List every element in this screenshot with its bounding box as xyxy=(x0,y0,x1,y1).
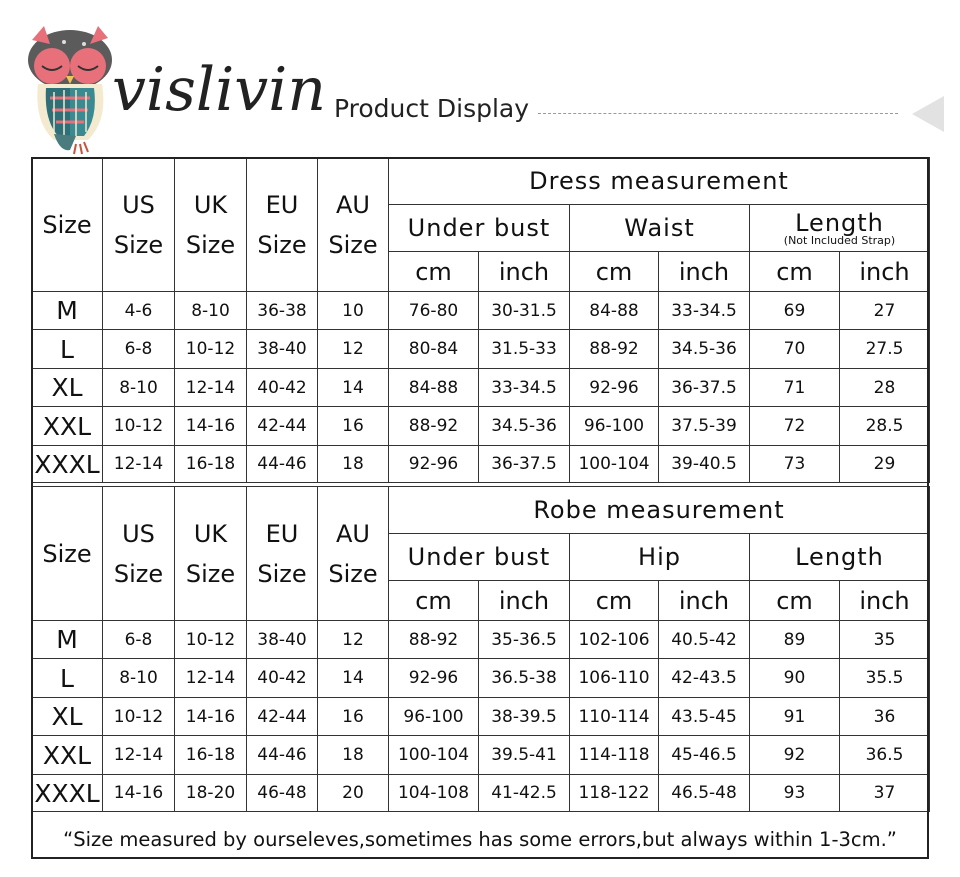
table-title: Robe measurement xyxy=(389,487,930,534)
value-cell: 12 xyxy=(318,621,389,659)
value-cell: 118-122 xyxy=(570,775,659,812)
value-cell: 14-16 xyxy=(103,775,175,812)
size-cell: L xyxy=(32,330,103,369)
value-cell: 96-100 xyxy=(389,698,479,736)
value-cell: 40.5-42 xyxy=(659,621,750,659)
header xyxy=(0,0,960,158)
value-cell: 12 xyxy=(318,330,389,369)
value-cell: 84-88 xyxy=(570,292,659,330)
value-cell: 34.5-36 xyxy=(479,407,570,446)
value-cell: 92-96 xyxy=(389,659,479,698)
value-cell: 46.5-48 xyxy=(659,775,750,812)
value-cell: 45-46.5 xyxy=(659,736,750,775)
value-cell: 14-16 xyxy=(175,407,247,446)
unit-inch: inch xyxy=(479,252,570,292)
value-cell: 37 xyxy=(840,775,930,812)
value-cell: 110-114 xyxy=(570,698,659,736)
size-cell: M xyxy=(32,292,103,330)
unit-cm: cm xyxy=(570,581,659,621)
unit-inch: inch xyxy=(479,581,570,621)
unit-cm: cm xyxy=(389,581,479,621)
size-cell: XXL xyxy=(32,407,103,446)
group-hip: Hip xyxy=(570,534,750,581)
value-cell: 40-42 xyxy=(247,659,318,698)
value-cell: 91 xyxy=(750,698,840,736)
unit-inch: inch xyxy=(840,581,930,621)
value-cell: 6-8 xyxy=(103,330,175,369)
value-cell: 100-104 xyxy=(389,736,479,775)
unit-inch: inch xyxy=(659,252,750,292)
value-cell: 46-48 xyxy=(247,775,318,812)
value-cell: 10-12 xyxy=(175,330,247,369)
header-size: Size xyxy=(32,158,103,292)
value-cell: 4-6 xyxy=(103,292,175,330)
triangle-pointer-icon xyxy=(912,96,944,132)
value-cell: 89 xyxy=(750,621,840,659)
value-cell: 18-20 xyxy=(175,775,247,812)
size-cell: M xyxy=(32,621,103,659)
value-cell: 27 xyxy=(840,292,930,330)
header-au-size: AU Size xyxy=(318,158,389,292)
value-cell: 16-18 xyxy=(175,736,247,775)
value-cell: 36-37.5 xyxy=(659,369,750,407)
value-cell: 76-80 xyxy=(389,292,479,330)
value-cell: 90 xyxy=(750,659,840,698)
unit-cm: cm xyxy=(750,252,840,292)
value-cell: 34.5-36 xyxy=(659,330,750,369)
value-cell: 36.5 xyxy=(840,736,930,775)
unit-inch: inch xyxy=(659,581,750,621)
size-cell: XXXL xyxy=(32,775,103,812)
header-au-size: AU Size xyxy=(318,487,389,621)
value-cell: 18 xyxy=(318,736,389,775)
value-cell: 42-44 xyxy=(247,698,318,736)
value-cell: 96-100 xyxy=(570,407,659,446)
value-cell: 100-104 xyxy=(570,446,659,483)
value-cell: 39.5-41 xyxy=(479,736,570,775)
value-cell: 10-12 xyxy=(103,698,175,736)
value-cell: 35.5 xyxy=(840,659,930,698)
value-cell: 80-84 xyxy=(389,330,479,369)
size-cell: XXL xyxy=(32,736,103,775)
value-cell: 41-42.5 xyxy=(479,775,570,812)
value-cell: 16-18 xyxy=(175,446,247,483)
size-cell: XXXL xyxy=(32,446,103,483)
value-cell: 14 xyxy=(318,659,389,698)
value-cell: 39-40.5 xyxy=(659,446,750,483)
value-cell: 38-40 xyxy=(247,330,318,369)
value-cell: 6-8 xyxy=(103,621,175,659)
unit-inch: inch xyxy=(840,252,930,292)
value-cell: 84-88 xyxy=(389,369,479,407)
header-uk-size: UK Size xyxy=(175,158,247,292)
dashed-divider xyxy=(538,113,898,114)
header-us-size: US Size xyxy=(103,158,175,292)
value-cell: 16 xyxy=(318,698,389,736)
value-cell: 12-14 xyxy=(175,369,247,407)
footer-note: “Size measured by ourseleves,sometimes has some errors,but always within 1-3cm.” xyxy=(63,828,897,851)
value-cell: 14-16 xyxy=(175,698,247,736)
header-eu-size: EU Size xyxy=(247,158,318,292)
value-cell: 38-40 xyxy=(247,621,318,659)
value-cell: 35-36.5 xyxy=(479,621,570,659)
value-cell: 38-39.5 xyxy=(479,698,570,736)
value-cell: 10-12 xyxy=(103,407,175,446)
value-cell: 18 xyxy=(318,446,389,483)
value-cell: 33-34.5 xyxy=(659,292,750,330)
value-cell: 71 xyxy=(750,369,840,407)
value-cell: 36-38 xyxy=(247,292,318,330)
value-cell: 37.5-39 xyxy=(659,407,750,446)
value-cell: 10-12 xyxy=(175,621,247,659)
value-cell: 36-37.5 xyxy=(479,446,570,483)
page-subtitle: Product Display xyxy=(334,94,530,123)
value-cell: 35 xyxy=(840,621,930,659)
value-cell: 73 xyxy=(750,446,840,483)
value-cell: 31.5-33 xyxy=(479,330,570,369)
value-cell: 16 xyxy=(318,407,389,446)
value-cell: 88-92 xyxy=(570,330,659,369)
group-under-bust: Under bust xyxy=(389,534,570,581)
value-cell: 12-14 xyxy=(103,446,175,483)
value-cell: 102-106 xyxy=(570,621,659,659)
value-cell: 36 xyxy=(840,698,930,736)
value-cell: 28 xyxy=(840,369,930,407)
value-cell: 93 xyxy=(750,775,840,812)
value-cell: 69 xyxy=(750,292,840,330)
value-cell: 36.5-38 xyxy=(479,659,570,698)
size-cell: XL xyxy=(32,698,103,736)
header-us-size: US Size xyxy=(103,487,175,621)
value-cell: 42-44 xyxy=(247,407,318,446)
value-cell: 44-46 xyxy=(247,736,318,775)
table-title: Dress measurement xyxy=(389,158,930,205)
header-uk-size: UK Size xyxy=(175,487,247,621)
value-cell: 70 xyxy=(750,330,840,369)
unit-cm: cm xyxy=(750,581,840,621)
group-length: Length (Not Included Strap) xyxy=(750,205,930,252)
value-cell: 20 xyxy=(318,775,389,812)
value-cell: 43.5-45 xyxy=(659,698,750,736)
value-cell: 30-31.5 xyxy=(479,292,570,330)
value-cell: 44-46 xyxy=(247,446,318,483)
unit-cm: cm xyxy=(389,252,479,292)
value-cell: 114-118 xyxy=(570,736,659,775)
value-cell: 106-110 xyxy=(570,659,659,698)
unit-cm: cm xyxy=(570,252,659,292)
value-cell: 92 xyxy=(750,736,840,775)
owl-logo-icon xyxy=(24,22,119,156)
brand-logotype: vislivin xyxy=(112,55,326,125)
value-cell: 104-108 xyxy=(389,775,479,812)
value-cell: 72 xyxy=(750,407,840,446)
outer-border xyxy=(31,157,929,859)
value-cell: 33-34.5 xyxy=(479,369,570,407)
length-note: (Not Included Strap) xyxy=(783,233,896,247)
value-cell: 14 xyxy=(318,369,389,407)
value-cell: 12-14 xyxy=(175,659,247,698)
value-cell: 42-43.5 xyxy=(659,659,750,698)
header-eu-size: EU Size xyxy=(247,487,318,621)
value-cell: 8-10 xyxy=(103,369,175,407)
value-cell: 8-10 xyxy=(175,292,247,330)
group-under-bust: Under bust xyxy=(389,205,570,252)
value-cell: 27.5 xyxy=(840,330,930,369)
value-cell: 10 xyxy=(318,292,389,330)
group-length: Length xyxy=(750,534,930,581)
value-cell: 29 xyxy=(840,446,930,483)
value-cell: 28.5 xyxy=(840,407,930,446)
value-cell: 40-42 xyxy=(247,369,318,407)
header-size: Size xyxy=(32,487,103,621)
group-waist: Waist xyxy=(570,205,750,252)
value-cell: 88-92 xyxy=(389,407,479,446)
value-cell: 88-92 xyxy=(389,621,479,659)
size-cell: XL xyxy=(32,369,103,407)
value-cell: 92-96 xyxy=(570,369,659,407)
value-cell: 12-14 xyxy=(103,736,175,775)
size-cell: L xyxy=(32,659,103,698)
value-cell: 8-10 xyxy=(103,659,175,698)
value-cell: 92-96 xyxy=(389,446,479,483)
